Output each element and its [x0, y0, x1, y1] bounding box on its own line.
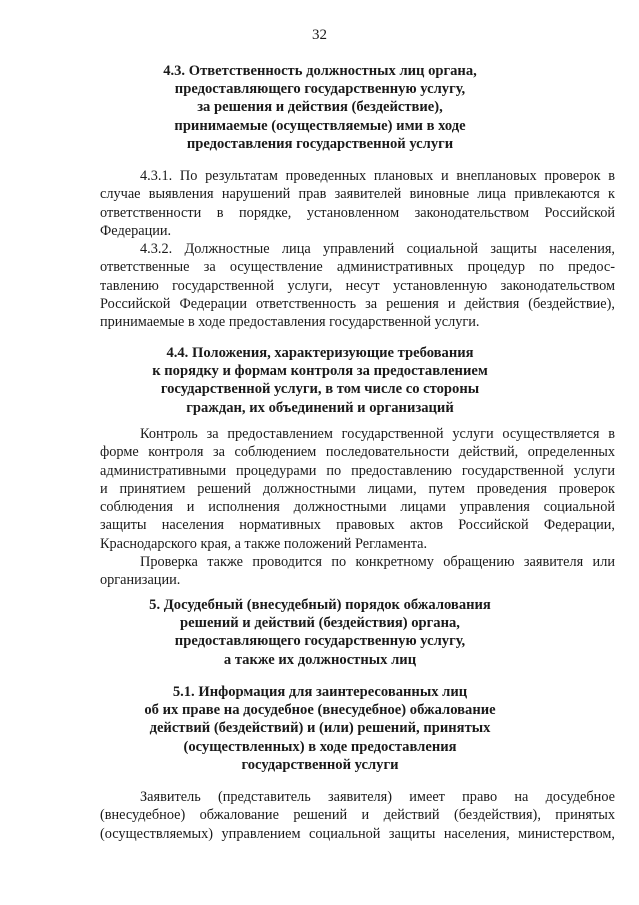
- paragraph-4-4-check: [100, 553, 615, 590]
- paragraph-line: тавлению государственной услуги, несут установленную законодательством: [100, 277, 615, 294]
- paragraph-line: Краснодарского края, а также положений Регламента.: [100, 535, 428, 552]
- paragraph-line: (внесудебное) обжалование решений и действий (бездействия), принятых: [100, 807, 615, 824]
- paragraph-5-1-applicant: [100, 788, 615, 843]
- heading-line: решений и действий (бездействия) органа,: [180, 615, 460, 632]
- heading-line: государственной услуги, в том числе со стороны: [160, 381, 480, 398]
- paragraph-line: административными процедурами по предоставлению государственной услуги: [100, 462, 615, 479]
- paragraph-line: (осуществляемых) управлением социальной защиты населения, министерством,: [100, 825, 615, 842]
- heading-line: (осуществленных) в ходе предоставления: [183, 738, 457, 755]
- paragraph-4-3-2: [100, 240, 615, 331]
- heading-line: предоставляющего государственную услугу,: [174, 81, 466, 98]
- heading-line: об их праве на досудебное (внесудебное) обжалование: [144, 702, 496, 719]
- heading-line: 5.1. Информация для заинтересованных лиц: [172, 684, 468, 700]
- paragraph-line: ответственности в порядке, установленном законодательством Российской: [100, 204, 615, 221]
- heading-line: за решения и действия (бездействие),: [197, 99, 443, 116]
- paragraph-line: принимаемые в ходе предоставления государственной услуги.: [100, 314, 480, 331]
- paragraph-line: случае выявления нарушений прав заявителей виновные лица привлекаются к: [100, 186, 615, 203]
- paragraph-line: 4.3.2. Должностные лица управлений социальной защиты населения,: [140, 241, 615, 257]
- paragraph-line: Российской Федерации ответственность за решения и действия (бездействие),: [100, 295, 615, 312]
- paragraph-4-3-1: [100, 167, 615, 240]
- heading-line: к порядку и формам контроля за предоставлением: [152, 363, 488, 380]
- paragraph-line: 4.3.1. По результатам проведенных плановых и внеплановых проверок в: [140, 168, 615, 184]
- heading-line: государственной услуги: [241, 756, 399, 773]
- heading-line: 5. Досудебный (внесудебный) порядок обжалования: [149, 597, 491, 613]
- section-4-4-heading: [90, 344, 550, 417]
- section-4-3-heading: [90, 62, 550, 153]
- heading-line: граждан, их объединений и организаций: [186, 399, 454, 416]
- heading-line: предоставляющего государственную услугу,: [174, 633, 466, 650]
- heading-line: 4.4. Положения, характеризующие требования: [166, 345, 474, 361]
- paragraph-line: форме контроля за соблюдением последовательности действий, определенных: [100, 444, 615, 461]
- paragraph-line: и принятием решений должностными лицами, путем проведения проверок: [100, 480, 615, 497]
- paragraph-4-4-control: [100, 425, 615, 553]
- paragraph-line: Проверка также проводится по конкретному обращению заявителя или: [140, 554, 615, 570]
- paragraph-line: Федерации.: [100, 222, 172, 239]
- section-5-1-heading: [90, 683, 550, 774]
- section-5-heading: [90, 596, 550, 669]
- paragraph-line: соблюдения и исполнения должностными лицами управления социальной: [100, 499, 615, 516]
- page-number: 32: [312, 27, 327, 43]
- paragraph-line: Заявитель (представитель заявителя) имеет право на досудебное: [140, 789, 615, 805]
- paragraph-line: Контроль за предоставлением государственной услуги осуществляется в: [140, 426, 615, 442]
- heading-line: 4.3. Ответственность должностных лиц органа,: [163, 63, 477, 79]
- heading-line: предоставления государственной услуги: [186, 135, 454, 152]
- paragraph-line: организации.: [100, 572, 181, 589]
- paragraph-line: защиты населения нормативных правовых актов Российской Федерации,: [100, 517, 615, 534]
- heading-line: а также их должностных лиц: [223, 651, 417, 668]
- heading-line: принимаемые (осуществляемые) ими в ходе: [174, 117, 466, 134]
- paragraph-line: ответственные за осуществление административных процедур по предос-: [100, 259, 615, 276]
- heading-line: действий (бездействий) и (или) решений, принятых: [149, 720, 491, 737]
